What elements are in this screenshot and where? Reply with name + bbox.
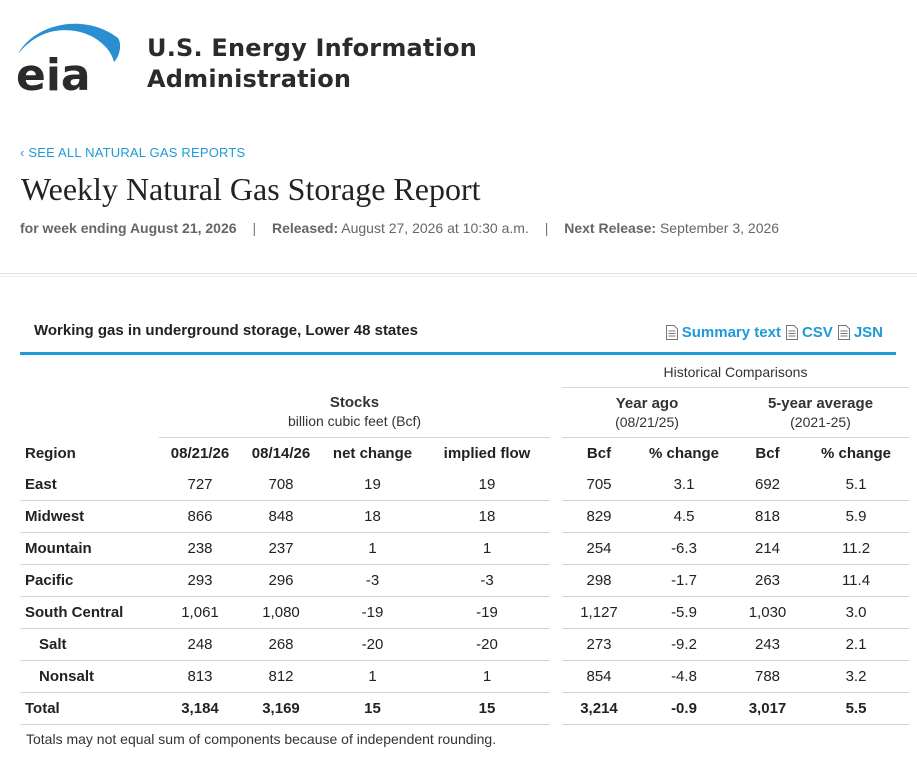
table-row [20,469,909,501]
gap-cell [550,438,562,470]
value-cell: 1 [321,533,424,565]
table-row [20,629,909,661]
value-cell: 3,169 [241,693,321,725]
column-header: 08/21/26 [170,445,230,462]
table-row [20,597,909,629]
value-cell: 254 [562,533,636,565]
value-cell: 829 [562,501,636,533]
value-cell: 273 [562,629,636,661]
value-cell: 248 [159,629,241,661]
value-cell: 243 [732,629,803,661]
stocks-unit: billion cubic feet (Bcf) [287,413,422,430]
value-cell: -19 [424,597,550,629]
value-cell: -19 [321,597,424,629]
value-cell: 19 [424,469,550,501]
gap-cell [550,501,562,533]
stocks-header [159,388,550,438]
gap-cell [550,661,562,693]
value-cell: 19 [321,469,424,501]
value-cell: 1 [321,661,424,693]
table-row [20,565,909,597]
column-header: implied flow [443,445,531,462]
next-release-label: Next Release: [564,220,657,236]
value-cell: 263 [732,565,803,597]
value-cell: 818 [732,501,803,533]
column-header: % change [820,445,892,462]
download-links [661,324,883,341]
value-cell: 5.9 [803,501,909,533]
report-meta [20,220,779,236]
value-cell: -4.8 [636,661,732,693]
value-cell: 18 [424,501,550,533]
value-cell: 237 [241,533,321,565]
meta-separator: | [544,220,549,236]
value-cell: -9.2 [636,629,732,661]
value-cell: 5.1 [803,469,909,501]
table-row [20,533,909,565]
value-cell: 1,030 [732,597,803,629]
table-row [20,693,909,725]
value-cell: 727 [159,469,241,501]
meta-separator: | [252,220,257,236]
divider [0,276,917,277]
five-year-header [732,388,909,438]
gap-cell [550,693,562,725]
gap-cell [550,629,562,661]
table-top-rule [20,352,896,355]
storage-table [20,356,909,725]
table-row [20,501,909,533]
gap-cell [550,565,562,597]
year-ago-date: (08/21/25) [615,413,679,430]
csv-link[interactable] [781,324,833,341]
region-cell: South Central [20,597,159,629]
value-cell: 214 [732,533,803,565]
column-header: % change [648,445,720,462]
value-cell: 1 [424,661,550,693]
eia-logo[interactable] [14,14,126,94]
document-icon [786,325,798,340]
value-cell: 293 [159,565,241,597]
region-cell: Midwest [20,501,159,533]
value-cell: -1.7 [636,565,732,597]
page-title: Weekly Natural Gas Storage Report [21,171,481,207]
released-label: Released: [271,220,339,236]
table-row [20,661,909,693]
column-header: Region [25,444,76,462]
region-cell: Total [20,693,159,725]
document-icon [838,325,850,340]
value-cell: 2.1 [803,629,909,661]
value-cell: -3 [321,565,424,597]
value-cell: 854 [562,661,636,693]
table-body [20,469,909,725]
column-header: net change [332,445,413,462]
region-cell: Nonsalt [20,661,159,693]
value-cell: 848 [241,501,321,533]
gap-cell [550,388,562,438]
value-cell: 296 [241,565,321,597]
column-header-row [20,438,909,470]
stocks-label: Stocks [329,394,380,412]
value-cell: -5.9 [636,597,732,629]
year-ago-label: Year ago [615,394,679,412]
column-header: 08/14/26 [251,445,311,462]
value-cell: 4.5 [636,501,732,533]
logo-text: eia [16,50,91,94]
historical-comparisons-header: Historical Comparisons [562,356,909,388]
value-cell: 3,184 [159,693,241,725]
gap-cell [550,469,562,501]
value-cell: 18 [321,501,424,533]
value-cell: 788 [732,661,803,693]
region-cell: Mountain [20,533,159,565]
value-cell: -6.3 [636,533,732,565]
value-cell: -20 [321,629,424,661]
summary-text-link[interactable] [661,324,781,341]
org-name-line1: U.S. Energy Information [147,34,477,62]
value-cell: 15 [321,693,424,725]
value-cell: 1 [424,533,550,565]
value-cell: -20 [424,629,550,661]
value-cell: 11.2 [803,533,909,565]
org-name-line2: Administration [147,65,352,93]
region-cell: Salt [20,629,159,661]
value-cell: 3,017 [732,693,803,725]
summary-text-label: Summary text [681,324,781,341]
table-title: Working gas in underground storage, Lower 48 states [34,322,418,339]
value-cell: 812 [241,661,321,693]
value-cell: 15 [424,693,550,725]
value-cell: 1,061 [159,597,241,629]
five-year-label: 5-year average [767,394,874,412]
region-cell: East [20,469,159,501]
json-link[interactable] [833,324,883,341]
json-label: JSN [853,324,883,341]
value-cell: 268 [241,629,321,661]
see-all-reports-link[interactable]: ‹ SEE ALL NATURAL GAS REPORTS [20,145,246,160]
value-cell: 3,214 [562,693,636,725]
value-cell: 5.5 [803,693,909,725]
value-cell: 298 [562,565,636,597]
value-cell: 692 [732,469,803,501]
value-cell: 3.0 [803,597,909,629]
released-value: August 27, 2026 at 10:30 a.m. [341,220,529,236]
next-release-value: September 3, 2026 [659,220,780,236]
footnote: Totals may not equal sum of components because of independent rounding. [26,731,497,747]
gap-cell [550,597,562,629]
value-cell: 708 [241,469,321,501]
value-cell: 3.2 [803,661,909,693]
divider [0,273,917,274]
value-cell: 1,127 [562,597,636,629]
value-cell: 1,080 [241,597,321,629]
value-cell: -0.9 [636,693,732,725]
document-icon [666,325,678,340]
gap-cell [550,533,562,565]
column-header: Bcf [586,445,612,462]
value-cell: -3 [424,565,550,597]
value-cell: 866 [159,501,241,533]
value-cell: 11.4 [803,565,909,597]
column-header: Bcf [755,445,780,462]
csv-label: CSV [801,324,833,341]
value-cell: 813 [159,661,241,693]
value-cell: 238 [159,533,241,565]
value-cell: 705 [562,469,636,501]
year-ago-header [562,388,732,438]
empty-header-cell [20,388,159,438]
region-cell: Pacific [20,565,159,597]
value-cell: 3.1 [636,469,732,501]
empty-header-cell [20,356,562,388]
org-name[interactable] [147,33,477,95]
week-ending-label: for week ending August 21, 2026 [20,220,237,236]
five-year-range: (2021-25) [790,413,851,430]
